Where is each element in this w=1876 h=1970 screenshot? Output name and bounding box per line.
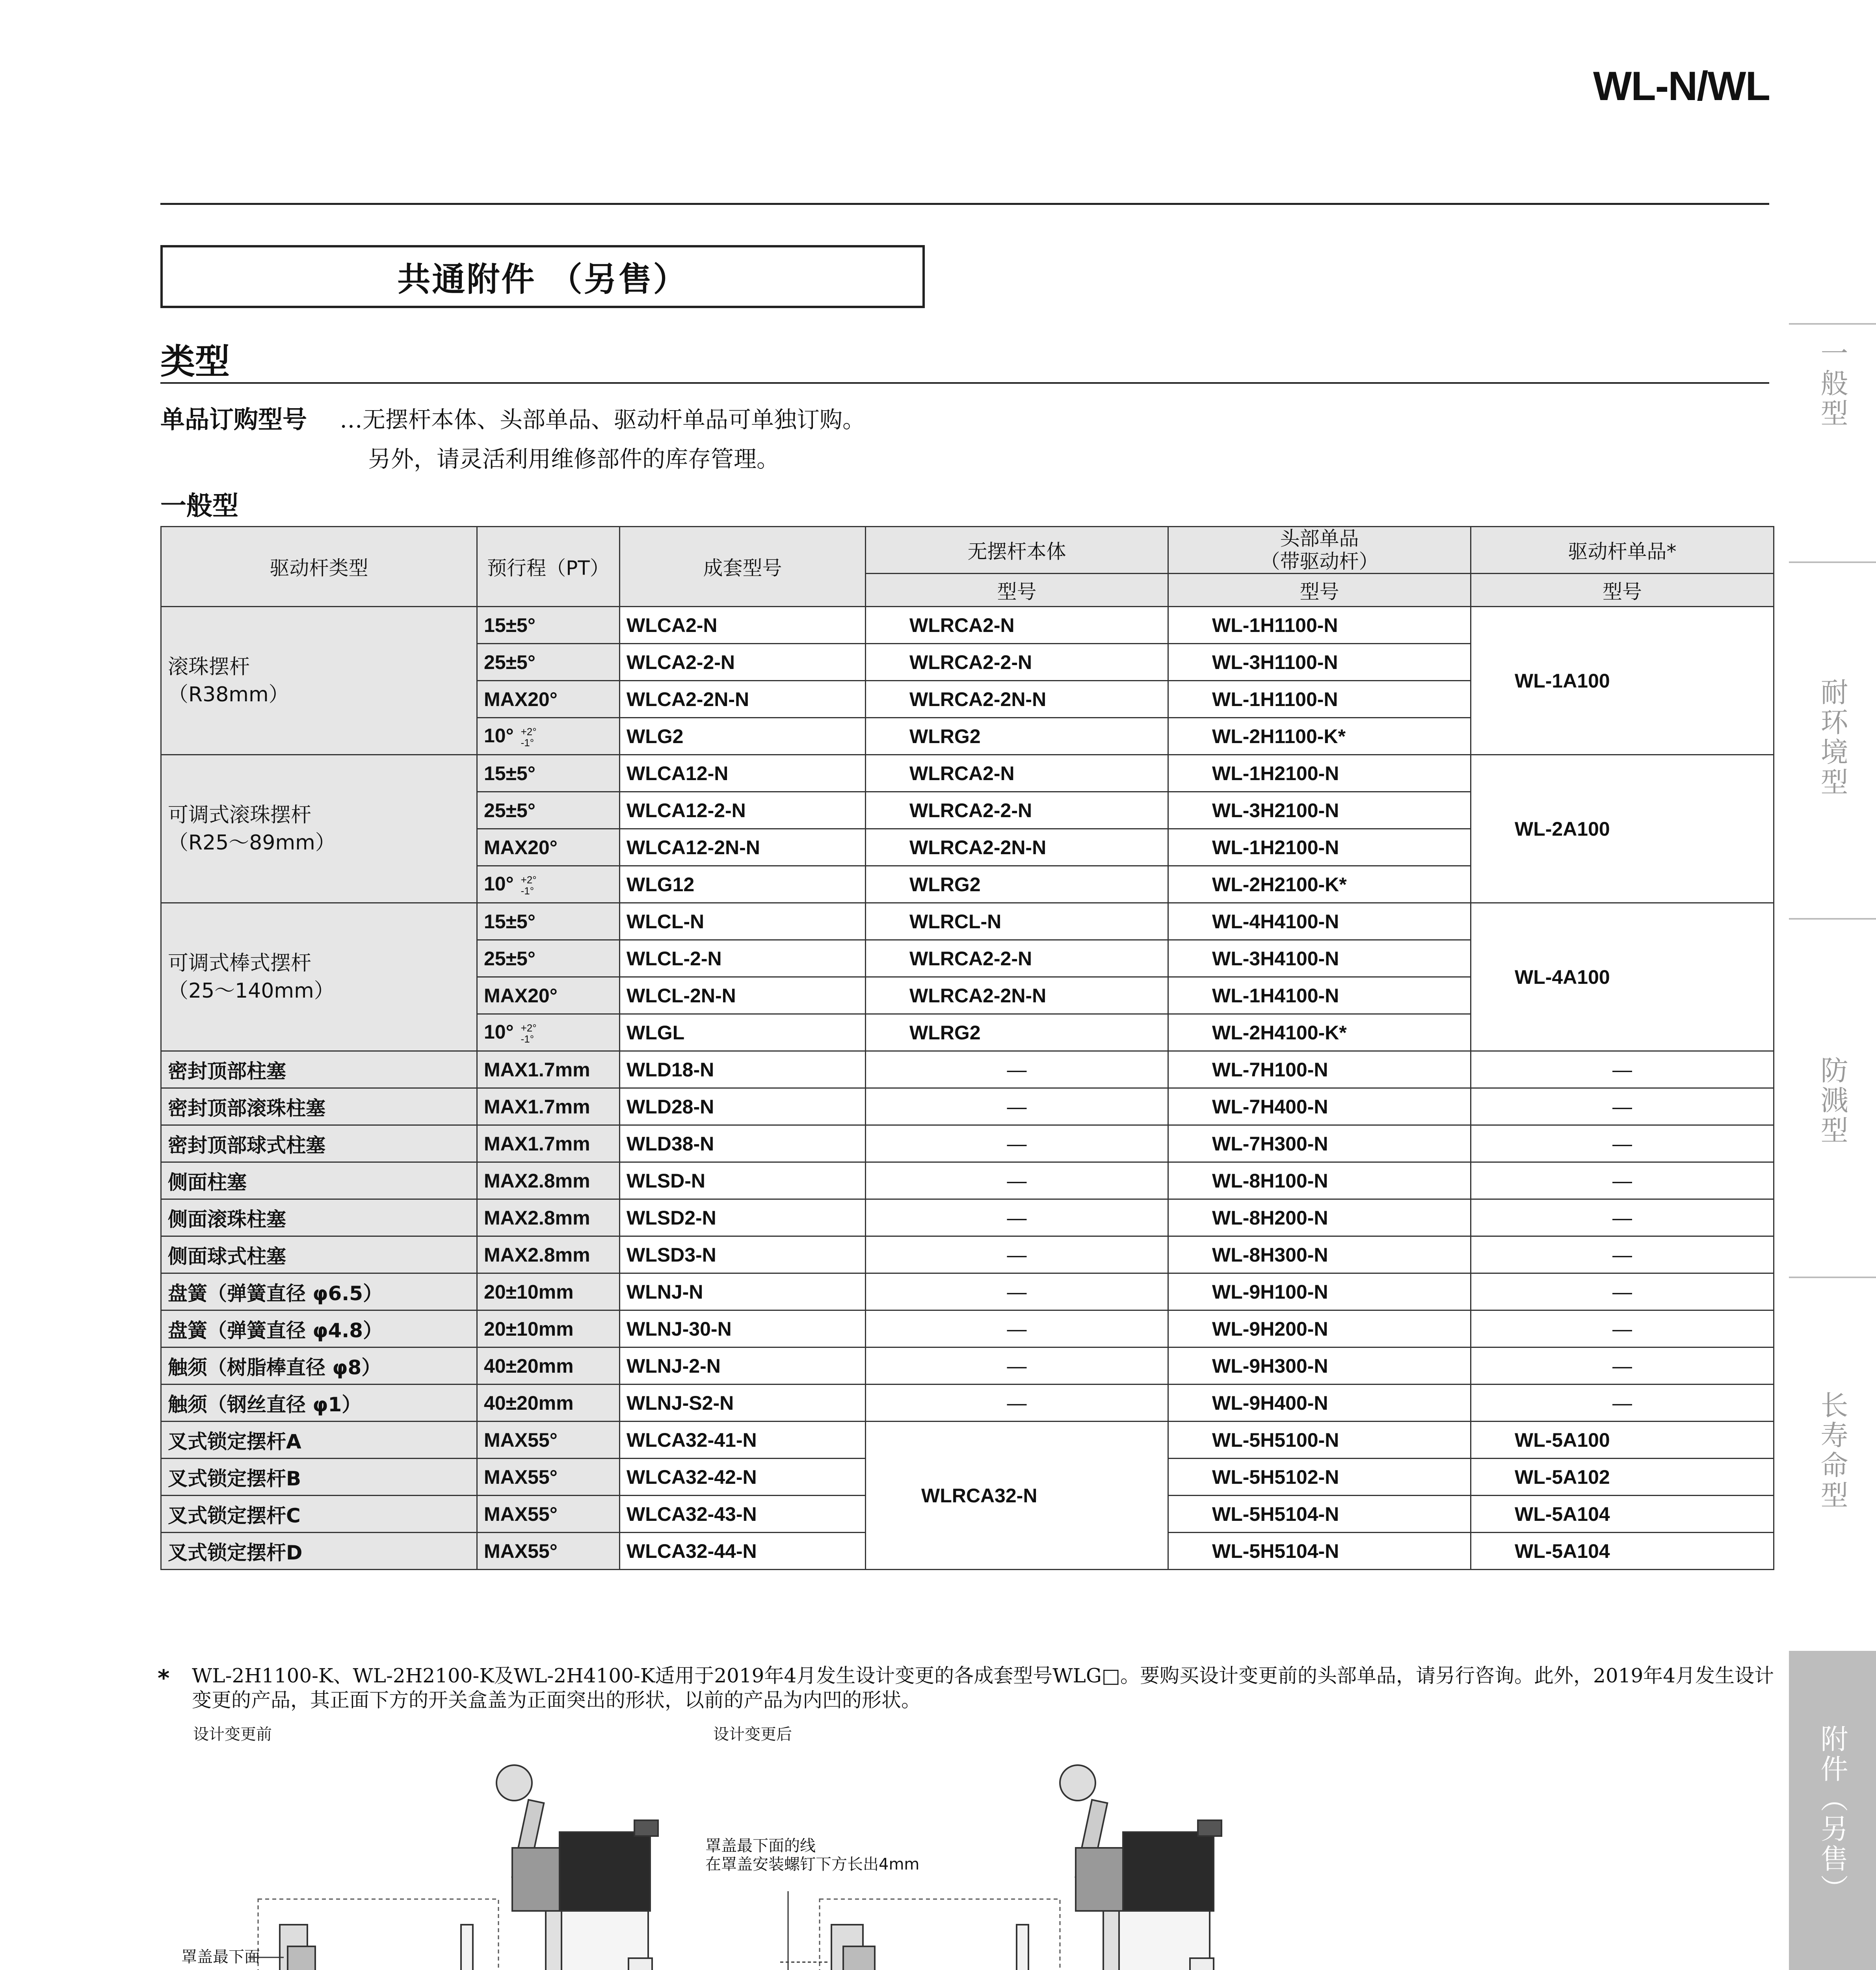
pretravel-tolerance xyxy=(521,726,537,748)
body-model-cell: WLRCA2-2N-N xyxy=(866,977,1168,1014)
tab-separator xyxy=(1789,323,1876,325)
actuator-type-cell: 触须（树脂棒直径 φ8） xyxy=(161,1347,477,1385)
pretravel-value: 25±5° xyxy=(484,799,535,821)
header-rule xyxy=(160,203,1769,205)
set-model-cell: WLCL-2N-N xyxy=(620,977,866,1014)
pretravel-cell: 20±10mm xyxy=(477,1310,620,1347)
label-cover-bottom: 罩盖最下面 xyxy=(181,1948,260,1966)
pretravel-tolerance xyxy=(521,1022,537,1044)
pretravel-cell: 40±20mm xyxy=(477,1385,620,1422)
note-mark: * xyxy=(158,1665,170,1691)
body-model-cell: — xyxy=(866,1347,1168,1385)
body-model-cell: — xyxy=(866,1273,1168,1310)
pretravel-cell xyxy=(477,977,620,1014)
head-model-cell: WL-9H400-N xyxy=(1168,1385,1471,1422)
body-model-cell: WLRCA2-2-N xyxy=(866,940,1168,977)
accessory-table xyxy=(160,526,1774,1570)
actuator-type-cell xyxy=(161,755,477,903)
order-description-line2: 另外，请灵活利用维修部件的库存管理。 xyxy=(368,446,780,472)
head-model-cell: WL-7H300-N xyxy=(1168,1125,1471,1162)
header-actuator-type: 驱动杆类型 xyxy=(161,527,477,607)
set-model-cell: WLD18-N xyxy=(620,1051,866,1088)
body-model-cell: — xyxy=(866,1088,1168,1125)
section-title: 共通附件 （另售） xyxy=(160,245,925,308)
pretravel-value: 10° xyxy=(484,873,514,895)
pretravel-cell: MAX2.8mm xyxy=(477,1162,620,1199)
head-model-cell: WL-8H100-N xyxy=(1168,1162,1471,1199)
pretravel-cell: MAX55° xyxy=(477,1459,620,1496)
pretravel-cell xyxy=(477,718,620,755)
body-model-cell: — xyxy=(866,1236,1168,1273)
actuator-type-size: （25～140mm） xyxy=(168,979,335,1003)
head-model-cell: WL-7H100-N xyxy=(1168,1051,1471,1088)
lever-model-cell: WL-2A100 xyxy=(1471,755,1774,903)
table-row xyxy=(161,1385,1774,1422)
table-row xyxy=(161,1273,1774,1310)
tab-splash-proof[interactable] xyxy=(1789,1056,1876,1253)
body-model-cell: WLRCA2-N xyxy=(866,755,1168,792)
set-model-cell: WLCA12-2-N xyxy=(620,792,866,829)
head-model-cell: WL-3H2100-N xyxy=(1168,792,1471,829)
pretravel-value: 25±5° xyxy=(484,651,535,673)
switch-before-illustration xyxy=(496,1765,658,1970)
actuator-type-name: 可调式滚珠摆杆 xyxy=(168,803,312,827)
table-row xyxy=(161,755,1774,792)
lever-model-cell: WL-5A100 xyxy=(1471,1422,1774,1459)
header-pretravel: 预行程（PT） xyxy=(477,527,620,607)
header-head-line2: （带驱动杆） xyxy=(1260,550,1379,573)
table-row xyxy=(161,1051,1774,1088)
lever-model-cell: — xyxy=(1471,1347,1774,1385)
body-model-cell: — xyxy=(866,1199,1168,1236)
head-model-cell: WL-5H5102-N xyxy=(1168,1459,1471,1496)
pretravel-cell xyxy=(477,644,620,681)
actuator-type-cell xyxy=(161,607,477,755)
head-model-cell: WL-2H4100-K* xyxy=(1168,1014,1471,1051)
tolerance-minus: -1° xyxy=(521,885,534,897)
header-body: 无摆杆本体 xyxy=(866,527,1168,574)
set-model-cell: WLNJ-N xyxy=(620,1273,866,1310)
set-model-cell: WLCA32-44-N xyxy=(620,1533,866,1570)
tab-accessories[interactable] xyxy=(1789,1651,1876,1970)
set-model-cell: WLNJ-S2-N xyxy=(620,1385,866,1422)
label-cover-line-2: 在罩盖安装螺钉下方长出4mm xyxy=(705,1855,920,1873)
set-model-cell: WLSD-N xyxy=(620,1162,866,1199)
head-model-cell: WL-5H5104-N xyxy=(1168,1533,1471,1570)
tolerance-minus: -1° xyxy=(521,1033,534,1045)
head-model-cell: WL-1H1100-N xyxy=(1168,607,1471,644)
pretravel-cell: MAX55° xyxy=(477,1496,620,1533)
actuator-type-cell: 密封顶部球式柱塞 xyxy=(161,1125,477,1162)
pretravel-cell: 40±20mm xyxy=(477,1347,620,1385)
tab-separator xyxy=(1789,918,1876,920)
tolerance-plus: +2° xyxy=(521,1022,537,1034)
actuator-type-cell: 叉式锁定摆杆C xyxy=(161,1496,477,1533)
pretravel-cell: MAX55° xyxy=(477,1422,620,1459)
head-model-cell: WL-4H4100-N xyxy=(1168,903,1471,940)
head-model-cell: WL-1H2100-N xyxy=(1168,755,1471,792)
header-head xyxy=(1168,527,1471,574)
table-row xyxy=(161,1422,1774,1459)
label-cover-line-1: 罩盖最下面的线 xyxy=(705,1837,816,1855)
type-heading: 类型 xyxy=(160,341,230,382)
body-model-cell: — xyxy=(866,1385,1168,1422)
pretravel-cell xyxy=(477,903,620,940)
tab-environment-resistant[interactable] xyxy=(1789,678,1876,898)
body-model-cell: — xyxy=(866,1162,1168,1199)
body-model-cell: WLRCL-N xyxy=(866,903,1168,940)
set-model-cell: WLNJ-30-N xyxy=(620,1310,866,1347)
body-model-cell: WLRCA2-2N-N xyxy=(866,681,1168,718)
body-model-cell: — xyxy=(866,1310,1168,1347)
pretravel-cell: MAX55° xyxy=(477,1533,620,1570)
pretravel-value: 25±5° xyxy=(484,947,535,970)
tab-long-life[interactable] xyxy=(1789,1391,1876,1611)
set-model-cell: WLG2 xyxy=(620,718,866,755)
pretravel-cell xyxy=(477,940,620,977)
diagram-before-title: 设计变更前 xyxy=(193,1726,272,1743)
actuator-type-cell: 叉式锁定摆杆A xyxy=(161,1422,477,1459)
head-model-cell: WL-2H2100-K* xyxy=(1168,866,1471,903)
tab-accessories-label: 附件（另售） xyxy=(1816,1725,1848,1904)
pretravel-cell xyxy=(477,1014,620,1051)
body-model-cell: WLRG2 xyxy=(866,718,1168,755)
set-model-cell: WLSD2-N xyxy=(620,1199,866,1236)
note-text: WL-2H1100-K、WL-2H2100-K及WL-2H4100-K适用于2019年4月发生设计变更的各成套型号WLG□。要购买设计变更前的头部单品，请另行咨询。此外，2019年4月发生设计变更的产品，其正面下方的开关盒盖为正面突出的形状，以前的产品为内凹的形状。 xyxy=(192,1664,1774,1712)
table-header xyxy=(161,527,1774,607)
set-model-cell: WLNJ-2-N xyxy=(620,1347,866,1385)
product-code: WL-N/WL xyxy=(1593,63,1770,109)
head-model-cell: WL-7H400-N xyxy=(1168,1088,1471,1125)
pretravel-cell xyxy=(477,866,620,903)
header-head-model: 型号 xyxy=(1168,574,1471,607)
pretravel-value: MAX20° xyxy=(484,984,558,1007)
table-row xyxy=(161,1088,1774,1125)
head-model-cell: WL-1H4100-N xyxy=(1168,977,1471,1014)
pretravel-value: 15±5° xyxy=(484,762,535,784)
body-model-cell: WLRCA32-N xyxy=(866,1422,1168,1570)
table-row xyxy=(161,1162,1774,1199)
actuator-type-cell: 侧面柱塞 xyxy=(161,1162,477,1199)
body-model-cell: WLRCA2-2-N xyxy=(866,792,1168,829)
set-model-cell: WLCA2-2N-N xyxy=(620,681,866,718)
actuator-type-cell: 叉式锁定摆杆B xyxy=(161,1459,477,1496)
head-model-cell: WL-1H2100-N xyxy=(1168,829,1471,866)
pretravel-cell: MAX2.8mm xyxy=(477,1199,620,1236)
table-header-row xyxy=(161,527,1774,574)
pretravel-cell: 20±10mm xyxy=(477,1273,620,1310)
set-model-cell: WLG12 xyxy=(620,866,866,903)
head-model-cell: WL-1H1100-N xyxy=(1168,681,1471,718)
set-model-cell: WLCA2-N xyxy=(620,607,866,644)
actuator-type-size: （R25～89mm） xyxy=(168,831,336,855)
set-model-cell: WLCL-N xyxy=(620,903,866,940)
body-model-cell: WLRCA2-2N-N xyxy=(866,829,1168,866)
lever-model-cell: WL-4A100 xyxy=(1471,903,1774,1051)
tab-long-life-label: 长寿命型 xyxy=(1816,1391,1848,1511)
header-set-model: 成套型号 xyxy=(620,527,866,607)
actuator-type-name: 滚珠摆杆 xyxy=(168,655,250,679)
lever-model-cell: — xyxy=(1471,1385,1774,1422)
pretravel-cell xyxy=(477,755,620,792)
tolerance-plus: +2° xyxy=(521,873,537,886)
lever-model-cell: — xyxy=(1471,1125,1774,1162)
lever-model-cell: WL-1A100 xyxy=(1471,607,1774,755)
set-model-cell: WLCA32-41-N xyxy=(620,1422,866,1459)
type-rule xyxy=(160,382,1769,384)
pretravel-value: MAX20° xyxy=(484,836,558,859)
tab-environment-resistant-label: 耐环境型 xyxy=(1816,678,1848,797)
table-row xyxy=(161,607,1774,644)
actuator-type-cell: 盘簧（弹簧直径 φ6.5） xyxy=(161,1273,477,1310)
table-row xyxy=(161,1347,1774,1385)
design-change-diagram xyxy=(150,1726,1253,1970)
pretravel-value: MAX20° xyxy=(484,688,558,710)
head-model-cell: WL-9H200-N xyxy=(1168,1310,1471,1347)
lever-model-cell: — xyxy=(1471,1236,1774,1273)
table-row xyxy=(161,903,1774,940)
order-description-line1: …无摆杆本体、头部单品、驱动杆单品可单独订购。 xyxy=(340,406,866,433)
set-model-cell: WLCA32-42-N xyxy=(620,1459,866,1496)
pretravel-value: 15±5° xyxy=(484,910,535,933)
actuator-type-cell: 盘簧（弹簧直径 φ4.8） xyxy=(161,1310,477,1347)
pretravel-cell xyxy=(477,681,620,718)
pretravel-cell xyxy=(477,792,620,829)
head-model-cell: WL-9H300-N xyxy=(1168,1347,1471,1385)
set-model-cell: WLD38-N xyxy=(620,1125,866,1162)
tolerance-minus: -1° xyxy=(521,736,534,749)
head-model-cell: WL-8H200-N xyxy=(1168,1199,1471,1236)
diagram-after-title: 设计变更后 xyxy=(713,1726,792,1743)
lever-model-cell: WL-5A102 xyxy=(1471,1459,1774,1496)
pretravel-cell xyxy=(477,607,620,644)
lever-model-cell: — xyxy=(1471,1273,1774,1310)
head-model-cell: WL-9H100-N xyxy=(1168,1273,1471,1310)
table-row xyxy=(161,1199,1774,1236)
general-type-heading: 一般型 xyxy=(160,491,238,521)
actuator-type-cell: 侧面滚珠柱塞 xyxy=(161,1199,477,1236)
actuator-type-cell: 密封顶部柱塞 xyxy=(161,1051,477,1088)
head-model-cell: WL-8H300-N xyxy=(1168,1236,1471,1273)
header-lever: 驱动杆单品* xyxy=(1471,527,1774,574)
lever-model-cell: — xyxy=(1471,1088,1774,1125)
actuator-type-cell: 触须（钢丝直径 φ1） xyxy=(161,1385,477,1422)
table-row xyxy=(161,1310,1774,1347)
actuator-type-cell: 叉式锁定摆杆D xyxy=(161,1533,477,1570)
body-model-cell: — xyxy=(866,1051,1168,1088)
switch-after-illustration xyxy=(1060,1765,1222,1970)
pretravel-cell: MAX1.7mm xyxy=(477,1125,620,1162)
pretravel-cell xyxy=(477,829,620,866)
set-model-cell: WLCL-2-N xyxy=(620,940,866,977)
tab-separator xyxy=(1789,1277,1876,1278)
cover-after-illustration xyxy=(831,1925,1028,1970)
table-row xyxy=(161,1236,1774,1273)
header-body-model: 型号 xyxy=(866,574,1168,607)
set-model-cell: WLCA32-43-N xyxy=(620,1496,866,1533)
head-model-cell: WL-2H1100-K* xyxy=(1168,718,1471,755)
body-model-cell: WLRCA2-N xyxy=(866,607,1168,644)
header-lever-model: 型号 xyxy=(1471,574,1774,607)
cover-before-illustration xyxy=(280,1925,473,1970)
body-model-cell: WLRG2 xyxy=(866,866,1168,903)
set-model-cell: WLD28-N xyxy=(620,1088,866,1125)
pretravel-tolerance xyxy=(521,874,537,896)
table-row xyxy=(161,1125,1774,1162)
set-model-cell: WLCA12-2N-N xyxy=(620,829,866,866)
tab-splash-proof-label: 防溅型 xyxy=(1816,1056,1848,1146)
body-model-cell: — xyxy=(866,1125,1168,1162)
actuator-type-cell: 密封顶部滚珠柱塞 xyxy=(161,1088,477,1125)
table-body xyxy=(161,607,1774,1570)
lever-model-cell: — xyxy=(1471,1310,1774,1347)
tolerance-plus: +2° xyxy=(521,725,537,738)
head-model-cell: WL-5H5100-N xyxy=(1168,1422,1471,1459)
pretravel-value: 10° xyxy=(484,1021,514,1043)
actuator-type-name: 可调式棒式摆杆 xyxy=(168,951,312,975)
set-model-cell: WLSD3-N xyxy=(620,1236,866,1273)
lever-model-cell: — xyxy=(1471,1199,1774,1236)
header-head-line1: 头部单品 xyxy=(1280,527,1359,550)
head-model-cell: WL-5H5104-N xyxy=(1168,1496,1471,1533)
lever-model-cell: WL-5A104 xyxy=(1471,1533,1774,1570)
pretravel-cell: MAX1.7mm xyxy=(477,1051,620,1088)
tab-general-label: 一般型 xyxy=(1816,339,1848,429)
pretravel-value: 10° xyxy=(484,725,514,747)
pretravel-cell: MAX1.7mm xyxy=(477,1088,620,1125)
set-model-cell: WLCA2-2-N xyxy=(620,644,866,681)
tab-separator xyxy=(1789,561,1876,563)
set-model-cell: WLGL xyxy=(620,1014,866,1051)
head-model-cell: WL-3H4100-N xyxy=(1168,940,1471,977)
actuator-type-size: （R38mm） xyxy=(168,682,289,706)
tab-general[interactable] xyxy=(1789,339,1876,552)
body-model-cell: WLRCA2-2-N xyxy=(866,644,1168,681)
actuator-type-cell xyxy=(161,903,477,1051)
head-model-cell: WL-3H1100-N xyxy=(1168,644,1471,681)
order-model-label: 单品订购型号 xyxy=(160,405,307,434)
set-model-cell: WLCA12-N xyxy=(620,755,866,792)
pretravel-cell: MAX2.8mm xyxy=(477,1236,620,1273)
body-model-cell: WLRG2 xyxy=(866,1014,1168,1051)
actuator-type-cell: 侧面球式柱塞 xyxy=(161,1236,477,1273)
lever-model-cell: WL-5A104 xyxy=(1471,1496,1774,1533)
lever-model-cell: — xyxy=(1471,1051,1774,1088)
pretravel-value: 15±5° xyxy=(484,614,535,636)
lever-model-cell: — xyxy=(1471,1162,1774,1199)
